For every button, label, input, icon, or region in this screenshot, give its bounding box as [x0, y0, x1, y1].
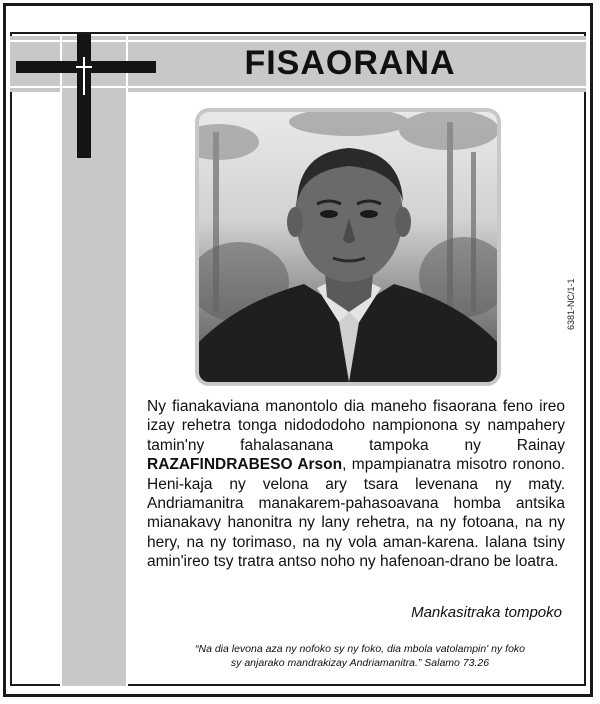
- deceased-name: RAZAFINDRABESO Arson: [147, 456, 343, 474]
- signature: Mankasitraka tompoko: [411, 604, 562, 621]
- cross-inner-mark-vertical: [83, 57, 85, 95]
- page-title: FISAORANA: [244, 44, 456, 82]
- quote-line-1: “Na dia levona aza ny nofoko sy ny foko, dia mbola vatolampin' ny foko: [194, 643, 526, 655]
- portrait-photo: [195, 108, 501, 386]
- cross-inner-mark-horizontal: [76, 66, 92, 68]
- side-code: 6381-NC/1-1: [566, 278, 576, 330]
- body-text-part2: , mpampianatra misotro ronono. Heni-kaja ny velona ary tsara levenana ny maty. Andriamanitra manakarem-pahasoavana homba antsika mianakavy hanonitra ny lany rehetra, na ny fotoana, na ny hery, na ny torimaso, na ny vola aman-karena. Ialana tsiny amin'ireo tsy tratra antso noho ny hafenoan-drano be loatra.: [147, 456, 565, 571]
- vertical-stripe: [60, 36, 128, 686]
- body-paragraph: [147, 397, 565, 572]
- bible-quote: [160, 642, 560, 670]
- quote-line-2: sy anjarako mandrakizay Andriamanitra.” Salamo 73.26: [230, 657, 490, 669]
- body-text-part1: Ny fianakaviana manontolo dia maneho fisaorana feno ireo izay rehetra tonga nidododoho nampionona sy nampahery tamin'ny fahalasanana tampoka ny Rainay: [147, 398, 565, 454]
- cross-vertical-bar: [77, 34, 91, 158]
- band-line-bottom: [10, 86, 586, 88]
- portrait-illustration: [199, 112, 497, 382]
